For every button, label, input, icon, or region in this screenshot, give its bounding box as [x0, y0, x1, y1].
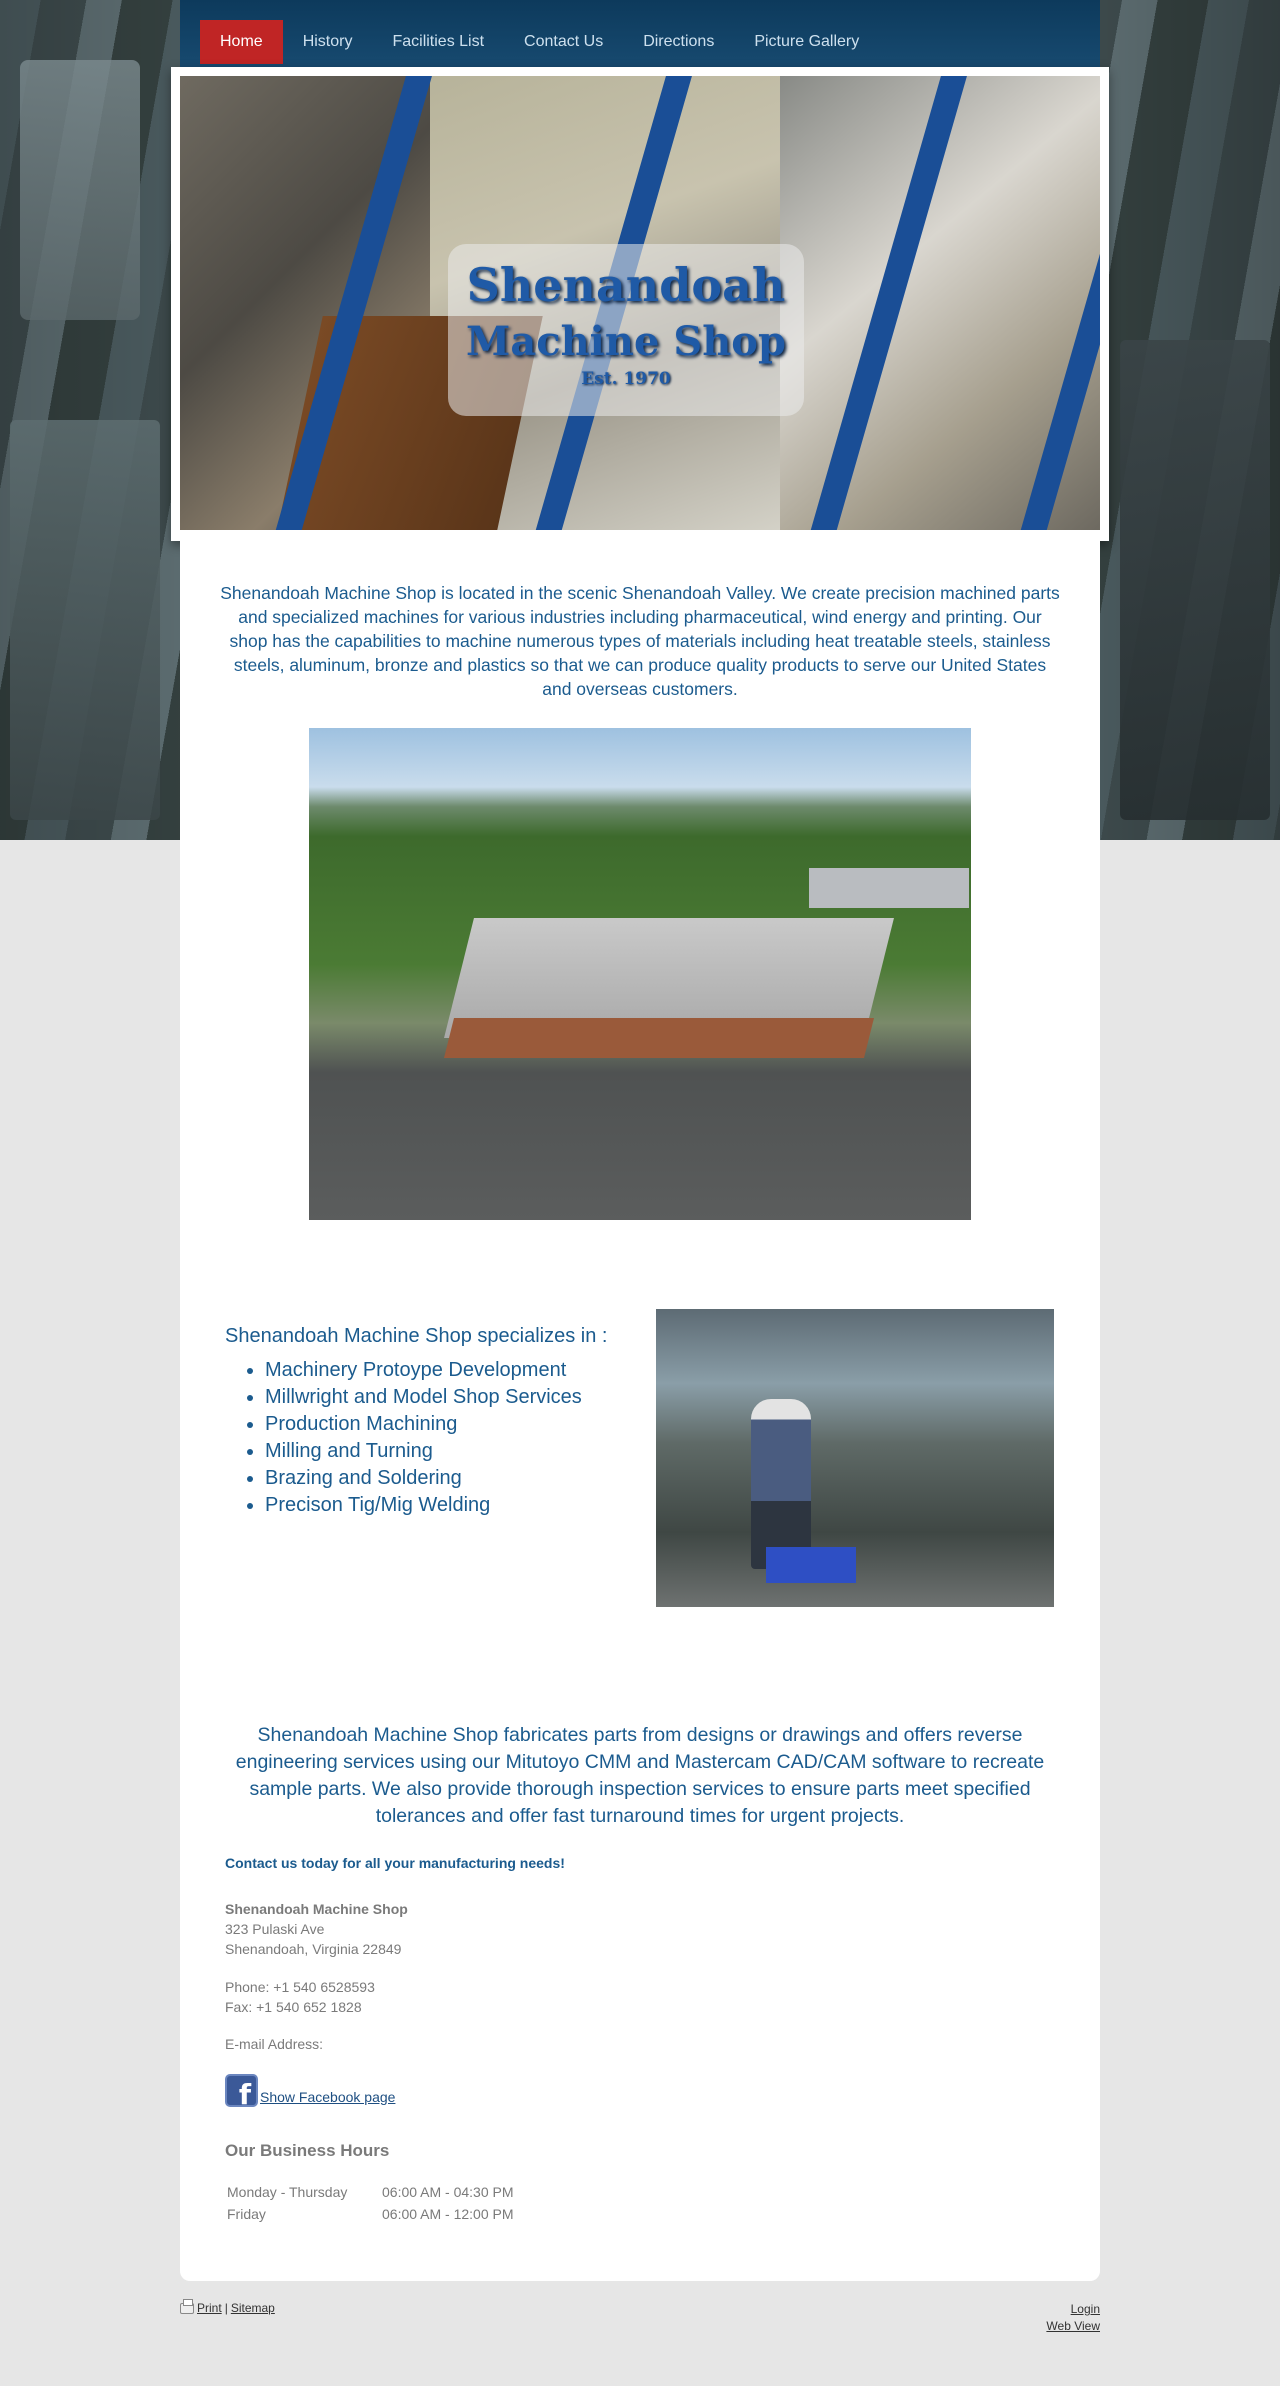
site-title-line1: Shenandoah	[466, 258, 786, 312]
phone-block	[225, 1977, 375, 2017]
facebook-link[interactable]: Show Facebook page	[260, 2089, 396, 2105]
background-machine	[10, 420, 160, 820]
list-item: • Millwright and Model Shop Services	[265, 1384, 582, 1411]
company-name: Shenandoah Machine Shop	[225, 1901, 408, 1917]
footer-separator: |	[224, 2301, 228, 2315]
main-navigation	[180, 0, 1100, 68]
contact-call-to-action: Contact us today for all your manufacturing needs!	[225, 1855, 565, 1871]
facebook-block	[225, 2074, 396, 2111]
hours-time: 06:00 AM - 04:30 PM	[382, 2184, 514, 2200]
business-hours-table	[225, 2181, 516, 2225]
hours-time: 06:00 AM - 12:00 PM	[382, 2206, 514, 2222]
printer-icon[interactable]	[180, 2303, 194, 2314]
business-hours-heading: Our Business Hours	[225, 2141, 390, 2160]
site-logo-title	[448, 244, 804, 416]
site-established: Est. 1970	[581, 369, 671, 389]
intro-paragraph: Shenandoah Machine Shop is located in the scenic Shenandoah Valley. We create precision machined parts and specialized machines for various industries including pharmaceutical, wind energy and printing. Our shop has the capabilities to machine numerous types of materials including heat treatable steels, stainless steels, aluminum, bronze and plastics so that we can produce quality products to serve our United States and overseas customers.	[220, 583, 1060, 699]
table-row	[225, 2181, 516, 2203]
fax-number: Fax: +1 540 652 1828	[225, 1999, 362, 2015]
list-item: • Machinery Protoype Development	[265, 1357, 582, 1384]
list-item: • Precison Tig/Mig Welding	[265, 1492, 582, 1519]
shop-floor-photo	[656, 1309, 1054, 1607]
street-address: 323 Pulaski Ave	[225, 1921, 325, 1937]
background-machine	[1120, 340, 1270, 820]
list-item: • Milling and Turning	[265, 1438, 582, 1465]
aerial-side-building	[809, 868, 969, 908]
city-state-zip: Shenandoah, Virginia 22849	[225, 1941, 402, 1957]
print-link[interactable]: Print	[197, 2301, 222, 2315]
nav-home[interactable]: Home	[200, 20, 283, 64]
nav-directions[interactable]: Directions	[643, 33, 715, 50]
aerial-brick-wall	[444, 1018, 874, 1058]
list-item: • Production Machining	[265, 1411, 582, 1438]
fabricates-paragraph: Shenandoah Machine Shop fabricates parts from designs or drawings and offers reverse engineering services using our Mitutoyo CMM and Mastercam CAD/CAM software to recreate sample parts. We also provide thorough inspection services to ensure parts meet specified tolerances and offer fast turnaround times for urgent projects.	[235, 1724, 1045, 1827]
footer-right-links	[1046, 2301, 1100, 2335]
main-content	[180, 541, 1100, 2281]
background-machine	[20, 60, 140, 320]
nav-history[interactable]: History	[302, 33, 353, 50]
header-banner-frame	[171, 67, 1109, 541]
sitemap-link[interactable]: Sitemap	[230, 2301, 275, 2315]
phone-number: Phone: +1 540 6528593	[225, 1979, 375, 1995]
specializes-heading: Shenandoah Machine Shop specializes in :	[225, 1325, 608, 1347]
facebook-icon[interactable]: f	[225, 2074, 258, 2107]
photo-blue-bin	[766, 1547, 856, 1583]
hours-day: Friday	[227, 2206, 266, 2222]
nav-contact-us[interactable]: Contact Us	[524, 33, 604, 50]
address-block	[225, 1899, 408, 1959]
specializes-list	[265, 1357, 582, 1519]
table-row	[225, 2203, 516, 2225]
login-link[interactable]: Login	[1070, 2302, 1100, 2316]
list-item: • Brazing and Soldering	[265, 1465, 582, 1492]
nav-facilities-list[interactable]: Facilities List	[392, 33, 485, 50]
web-view-link[interactable]: Web View	[1046, 2319, 1100, 2333]
photo-machinist	[751, 1399, 811, 1569]
nav-picture-gallery[interactable]: Picture Gallery	[754, 33, 860, 50]
footer-left-links	[180, 2301, 275, 2315]
hours-day: Monday - Thursday	[227, 2184, 348, 2200]
header-banner-image	[180, 76, 1100, 530]
site-title-line2: Machine Shop	[466, 318, 786, 365]
email-label: E-mail Address:	[225, 2036, 324, 2052]
aerial-building-photo	[309, 728, 971, 1220]
